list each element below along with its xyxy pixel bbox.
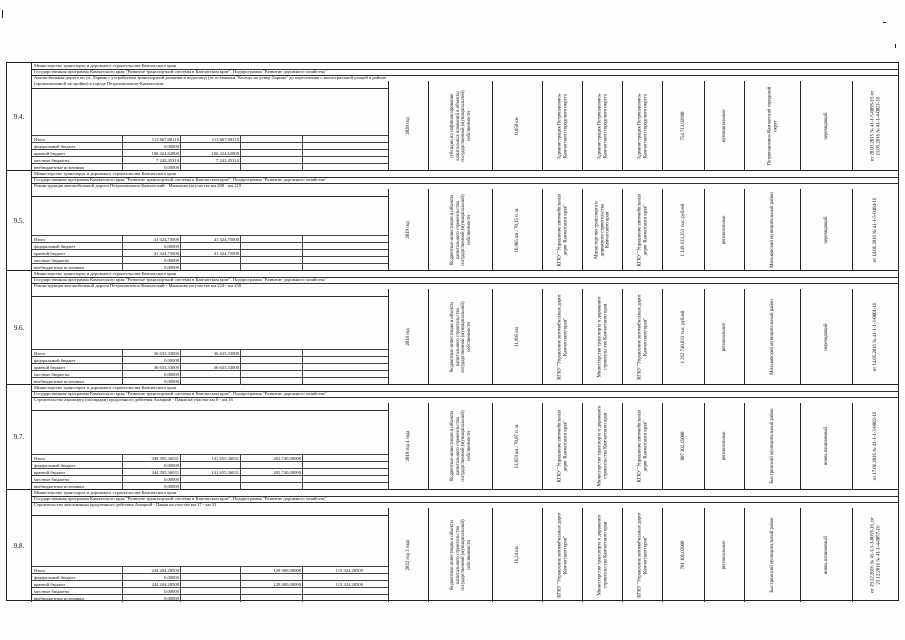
financing-row (32, 142, 388, 149)
financing-value: 106 424,62800 (180, 150, 240, 157)
financing-value: 0,00000 (122, 476, 180, 483)
cell-type (800, 189, 852, 270)
cell-type (800, 508, 852, 602)
cell-type-text: переходящий (823, 215, 829, 244)
row-object-name: Реконструкция автомобильной дороги Петропавловск-Камчатский - Мильково на участке км 208 - км 219 (32, 183, 388, 197)
financing-value: 0,00000 (122, 588, 180, 595)
financing-row (32, 242, 388, 249)
row-program: Государственная программа Камчатского края "Развитие транспортной системы в Камчатском крае", Подпрограмма "Развитие дорожного хозяйства" (32, 177, 898, 184)
cell-vid (704, 289, 744, 384)
cell-doc-text: от 19.12.2016 № 41-1-1-3-0059-16, от 23.12.2016 № 41-1-4-0057-16 (869, 517, 881, 593)
table-row (7, 271, 898, 385)
financing-row (32, 587, 388, 594)
financing-row (32, 377, 388, 384)
cell-zastr-text: Администрация Петропавловск-Камчатского городского округа (636, 92, 648, 159)
financing-row (32, 263, 388, 270)
cell-capacity-text: 11,995 км (514, 326, 520, 347)
cell-zakazchik (542, 508, 582, 602)
financing-row (32, 135, 388, 142)
financing-value: 202 740,00000 (240, 469, 302, 476)
cell-zastr-text: КГКУ "Управление автомобильных дорог Камчатского края" (636, 193, 648, 266)
cell-mo (744, 403, 800, 489)
financing-value: 244 204,28500 (122, 581, 180, 588)
cell-cost-text: 701 101,02800 (680, 540, 686, 570)
financing-value: 41 324,75000 (180, 236, 240, 243)
cell-doc-text: от 14.06.2016 № 41-1-5-0404-16 (872, 197, 878, 262)
financing-value (302, 595, 364, 602)
financing-value: 0,00000 (122, 371, 180, 378)
financing-value: 129 000,00000 (240, 581, 302, 588)
row-object-name: Строительство аэропорта (площадки) продленного действия Апацкий - Паяна на участке км 0 - км 16 (32, 397, 388, 411)
financing-label: Итого (34, 137, 46, 142)
cell-form (428, 403, 492, 489)
financing-label: федеральный бюджет (34, 358, 76, 363)
cell-grbs-text: Министерство транспорта и дорожного строительства Камчатского края (596, 405, 608, 487)
financing-value (180, 378, 240, 385)
financing-row (32, 454, 388, 461)
cell-form (428, 81, 492, 170)
row-ministry: Министерство транспорта и дорожного строительства Камчатского края (32, 171, 898, 178)
cell-doc (852, 81, 898, 170)
financing-value: 7 242,45310 (180, 157, 240, 164)
scan-mark (883, 22, 886, 23)
cell-doc (852, 189, 898, 270)
financing-row (32, 370, 388, 377)
financing-label: краевой бюджет (34, 151, 66, 156)
cell-capacity-text: 0,850 км (514, 116, 520, 135)
financing-value: 141 655,36031 (180, 469, 240, 476)
financing-value: 0,00000 (122, 595, 180, 602)
cell-form-text: бюджетные инвестиции в объекты капитального строительства государственной (муниципальной) собственности (449, 519, 472, 591)
financing-value: 115 324,28500 (302, 567, 364, 574)
cell-type-text: вновь начинаемый (823, 426, 829, 466)
financing-row (32, 468, 388, 475)
cell-form (428, 189, 492, 270)
row-ministry: Министерство транспорта и дорожного строительства Камчатского края (32, 271, 898, 278)
financing-value: 202 740,00000 (240, 455, 302, 462)
financing-label: федеральный бюджет (34, 463, 76, 468)
cell-type-text: переходящий (823, 111, 829, 140)
financing-label: федеральный бюджет (34, 244, 76, 249)
financing-value: 0,00000 (122, 257, 180, 264)
financing-value: 0,00000 (122, 378, 180, 385)
financing-label: внебюджетные источники (34, 379, 84, 384)
row-program: Государственная программа Камчатского края "Развитие транспортной системы в Камчатском крае", Подпрограмма "Развитие дорожного хозяйства" (32, 277, 898, 284)
financing-value: 7 242,45310 (122, 157, 180, 164)
cell-mo (744, 189, 800, 270)
cell-form-text: бюджетные инвестиции в объекты капитального строительства государственной (муниципальной) собственности (449, 193, 472, 266)
financing-value (302, 264, 364, 271)
financing-value: 244 204,28500 (122, 567, 180, 574)
financing-label: местные бюджеты (34, 158, 70, 163)
cell-cost-text: 754 713,92600 (680, 111, 686, 140)
financing-label: краевой бюджет (34, 470, 66, 475)
cell-zastr-text: КГКУ "Управление автомобильных дорог Камчатского края" (636, 293, 648, 380)
row-number: 9.4. (7, 63, 32, 170)
cell-zastr (622, 403, 662, 489)
financing-value: 0,00000 (122, 574, 180, 581)
financing-row (32, 149, 388, 156)
financing-value: 41 324,75000 (122, 250, 180, 257)
cell-year-text: 2019 год (405, 220, 411, 239)
cell-vid-text: региональные (721, 215, 727, 244)
cell-zakazchik (542, 81, 582, 170)
cell-cost-text: 1 262 740,031 тыс. рублей (680, 310, 686, 363)
financing-row (32, 566, 388, 573)
cell-year (388, 189, 428, 270)
financing-row (32, 461, 388, 468)
financing-label: местные бюджеты (34, 372, 70, 377)
scan-mark (2, 10, 3, 18)
row-ministry: Министерство транспорта и дорожного строительства Камчатского края (32, 385, 898, 392)
financing-value: 36 633,33000 (122, 364, 180, 371)
financing-value: 36 633,33000 (180, 364, 240, 371)
financing-value: 113 667,08110 (180, 136, 240, 143)
cell-form-text: бюджетные инвестиции в объекты капитального строительства государственной (муниципальной) собственности (449, 300, 472, 373)
row-object-name: Реконструкция автомобильной дороги Петропавловск-Камчатский - Мильково на участке км 224 - км 230 (32, 283, 388, 297)
cell-grbs (582, 189, 622, 270)
cell-doc-text: от 28.03.2015 № 41-1-5-0095-15 от 11.05.2016 № 41-1-4-0021-16 (869, 90, 881, 161)
cell-year-text: 2018 год (405, 327, 411, 346)
financing-row (32, 356, 388, 363)
cell-cost-text: 1 149 633,351 тыс. рублей (680, 203, 686, 256)
financing-label: Итого (34, 456, 46, 461)
cell-capacity-text: 13,859 км / 70,07 п. м. (514, 423, 520, 469)
cell-vid (704, 508, 744, 602)
cell-type (800, 81, 852, 170)
financing-value (302, 378, 364, 385)
financing-label: краевой бюджет (34, 365, 66, 370)
financing-value: 41 324,75000 (122, 236, 180, 243)
cell-form-text: субсидии на софинансирование капитальных вложений в объекты государственной (муниципальной) собственности (449, 89, 472, 162)
cell-zastr-text: КГКУ "Управление автомобильных дорог Камчатского края" (636, 409, 648, 483)
cell-doc-text: от 17.06.2016 № 41-1-1-3-0002-16 (872, 411, 878, 481)
cell-year-text: 2022 год 3 года (405, 539, 411, 571)
financing-value: 141 655,36031 (180, 455, 240, 462)
table-row (7, 63, 898, 171)
financing-value: 129 000,00000 (240, 567, 302, 574)
financing-value (240, 164, 302, 171)
cell-zakazchik (542, 189, 582, 270)
financing-value: 36 633,33000 (122, 350, 180, 357)
financing-value (180, 164, 240, 171)
financing-value: 0,00000 (122, 357, 180, 364)
table-row (7, 385, 898, 490)
financing-value: 0,00000 (122, 483, 180, 490)
cell-type-text: вновь начинаемый (823, 535, 829, 575)
financing-row (32, 156, 388, 163)
financing-value (302, 483, 364, 490)
table-row (7, 171, 898, 271)
cell-year (388, 508, 428, 602)
cell-grbs-text: Министерство транспорта и дорожного строительства Камчатского края (596, 296, 608, 377)
cell-cost (662, 289, 704, 384)
cell-zakazchik-text: КГКУ "Управление автомобильных дорог Камчатского края" (556, 409, 568, 483)
financing-label: краевой бюджет (34, 582, 66, 587)
cell-zastr (622, 508, 662, 602)
financing-label: внебюджетные источники (34, 165, 84, 170)
financing-row (32, 256, 388, 263)
cell-doc-text: от 14.05.2016 № 41-1-1-3-0001-16 (872, 302, 878, 371)
financing-value: 113 667,08110 (122, 136, 180, 143)
cell-capacity (492, 81, 542, 170)
cell-year-text: 2020 год (405, 116, 411, 135)
cell-year (388, 81, 428, 170)
financing-value: 41 324,75000 (180, 250, 240, 257)
cell-cost (662, 508, 704, 602)
financing-label: федеральный бюджет (34, 575, 76, 580)
financing-value (240, 595, 302, 602)
cell-capacity-text: 16,24 км (514, 546, 520, 564)
cell-doc (852, 508, 898, 602)
row-number: 9.8. (7, 490, 32, 602)
financing-row (32, 363, 388, 370)
financing-label: местные бюджеты (34, 477, 70, 482)
cell-grbs-text: Министерство транспорта и дорожного строительства Камчатского края (594, 200, 611, 259)
row-program: Государственная программа Камчатского края "Развитие транспортной системы в Камчатском крае", Подпрограмма "Развитие дорожного хозяйства" (32, 391, 898, 398)
financing-value: 0,00000 (122, 164, 180, 171)
cell-zakazchik (542, 403, 582, 489)
cell-vid-text: региональные (721, 431, 727, 461)
cell-zakazchik-text: Администрация Петропавловск-Камчатского городского округа (556, 92, 568, 159)
cell-mo-text: Быстринский муниципальный район (769, 408, 775, 484)
cell-mo-text: Мильковский муниципальный район (769, 191, 775, 268)
cell-cost (662, 403, 704, 489)
cell-mo (744, 81, 800, 170)
cell-doc (852, 403, 898, 489)
cell-zastr-text: КГКУ "Управление автомобильных дорог Камчатского края" (636, 512, 648, 598)
cell-zastr (622, 81, 662, 170)
financing-value (240, 378, 302, 385)
financing-value: 115 324,28500 (302, 581, 364, 588)
financing-value (180, 264, 240, 271)
cell-zakazchik-text: КГКУ "Управление автомобильных дорог Камчатского края" (556, 293, 568, 380)
financing-row (32, 580, 388, 587)
financing-value: 0,00000 (122, 243, 180, 250)
financing-row (32, 475, 388, 482)
financing-value (240, 264, 302, 271)
cell-mo-text: Быстринский муниципальный район (769, 517, 775, 593)
cell-zastr (622, 289, 662, 384)
financing-label: внебюджетные источники (34, 484, 84, 489)
financing-value (180, 595, 240, 602)
cell-zakazchik (542, 289, 582, 384)
financing-value: 106 424,62800 (122, 150, 180, 157)
cell-zastr (622, 189, 662, 270)
cell-capacity (492, 403, 542, 489)
financing-label: внебюджетные источники (34, 596, 84, 601)
cell-grbs (582, 81, 622, 170)
financing-value: 349 395,36031 (122, 455, 180, 462)
financing-label: внебюджетные источники (34, 265, 84, 270)
financing-value: 344 395,36031 (122, 469, 180, 476)
cell-vid (704, 81, 744, 170)
financing-value: 0,00000 (122, 264, 180, 271)
cell-vid-text: муниципальные (721, 109, 727, 142)
cell-form (428, 289, 492, 384)
cell-form-text: бюджетные инвестиции в объекты капитального строительства государственной (муниципальной) собственности (449, 410, 472, 482)
cell-vid-text: региональные (721, 322, 727, 351)
cell-vid (704, 189, 744, 270)
cell-mo-text: Петропавловск-Камчатский городской округ (766, 86, 778, 165)
cell-capacity-text: 10,985 км / 70,15 п. м. (514, 207, 520, 252)
cell-vid (704, 403, 744, 489)
cell-grbs-text: Администрация Петропавловск-Камчатского городского округа (596, 92, 608, 159)
cell-doc (852, 289, 898, 384)
cell-year (388, 403, 428, 489)
cell-type-text: переходящий (823, 322, 829, 351)
cell-type (800, 403, 852, 489)
cell-cost (662, 81, 704, 170)
cell-cost-text: 807 302,45000 (680, 431, 686, 461)
cell-capacity (492, 189, 542, 270)
financing-value: 0,00000 (122, 143, 180, 150)
cell-zakazchik-text: КГКУ "Управление автомобильных дорог Камчатского края" (556, 193, 568, 266)
row-ministry: Министерство транспорта и дорожного строительства Камчатского края (32, 63, 898, 70)
cell-mo-text: Мильковский муниципальный район (769, 298, 775, 375)
financing-label: краевой бюджет (34, 251, 66, 256)
financing-label: Итого (34, 237, 46, 242)
cell-mo (744, 289, 800, 384)
financing-value: 0,00000 (122, 462, 180, 469)
row-number: 9.7. (7, 385, 32, 489)
cell-year (388, 289, 428, 384)
cell-form (428, 508, 492, 602)
cell-cost (662, 189, 704, 270)
row-program: Государственная программа Камчатского края "Развитие транспортной системы в Камчатском крае", Подпрограмма "Развитие дорожного хозяйства" (32, 69, 898, 76)
cell-type (800, 289, 852, 384)
financing-row (32, 163, 388, 170)
investment-table (6, 62, 899, 601)
row-ministry: Министерство транспорта и дорожного строительства Камчатского края (32, 490, 898, 497)
table-row (7, 490, 898, 602)
financing-row (32, 594, 388, 601)
financing-row (32, 249, 388, 256)
financing-value: 36 633,33000 (180, 350, 240, 357)
row-number: 9.5. (7, 171, 32, 270)
scan-mark (895, 44, 896, 48)
financing-label: местные бюджеты (34, 589, 70, 594)
financing-value (180, 483, 240, 490)
row-number: 9.6. (7, 271, 32, 384)
financing-value (302, 164, 364, 171)
financing-label: местные бюджеты (34, 258, 70, 263)
cell-grbs (582, 289, 622, 384)
financing-row (32, 349, 388, 356)
financing-label: федеральный бюджет (34, 144, 76, 149)
row-program: Государственная программа Камчатского края "Развитие транспортной системы в Камчатском крае", Подпрограмма "Развитие дорожного хозяйства" (32, 496, 898, 503)
cell-grbs-text: Министерство транспорта и дорожного строительства Камчатского края (596, 514, 608, 596)
financing-row (32, 482, 388, 489)
cell-vid-text: региональные (721, 540, 727, 570)
cell-mo (744, 508, 800, 602)
financing-value (240, 483, 302, 490)
financing-row (32, 573, 388, 580)
cell-year-text: 2019 год 4 года (405, 430, 411, 462)
financing-label: Итого (34, 568, 46, 573)
cell-grbs (582, 508, 622, 602)
cell-zakazchik-text: КГКУ "Управление автомобильных дорог Камчатского края" (556, 512, 568, 598)
financing-label: Итого (34, 351, 46, 356)
cell-capacity (492, 289, 542, 384)
cell-grbs (582, 403, 622, 489)
cell-capacity (492, 508, 542, 602)
row-object-name: Строительство автозимника продленного действия Апацкий - Паяна на участке км 17 - км 33 (32, 502, 388, 516)
financing-row (32, 235, 388, 242)
row-object-name: Автомобильная дорога по ул. Ларина с устройством транспортной развязки и водоотвод (от остановки "Кольцо на улице Ларина" до пересечения с магистральной улицей в районе (промышленной застройки) в городе Петропавловске-Камчатском (32, 75, 388, 89)
